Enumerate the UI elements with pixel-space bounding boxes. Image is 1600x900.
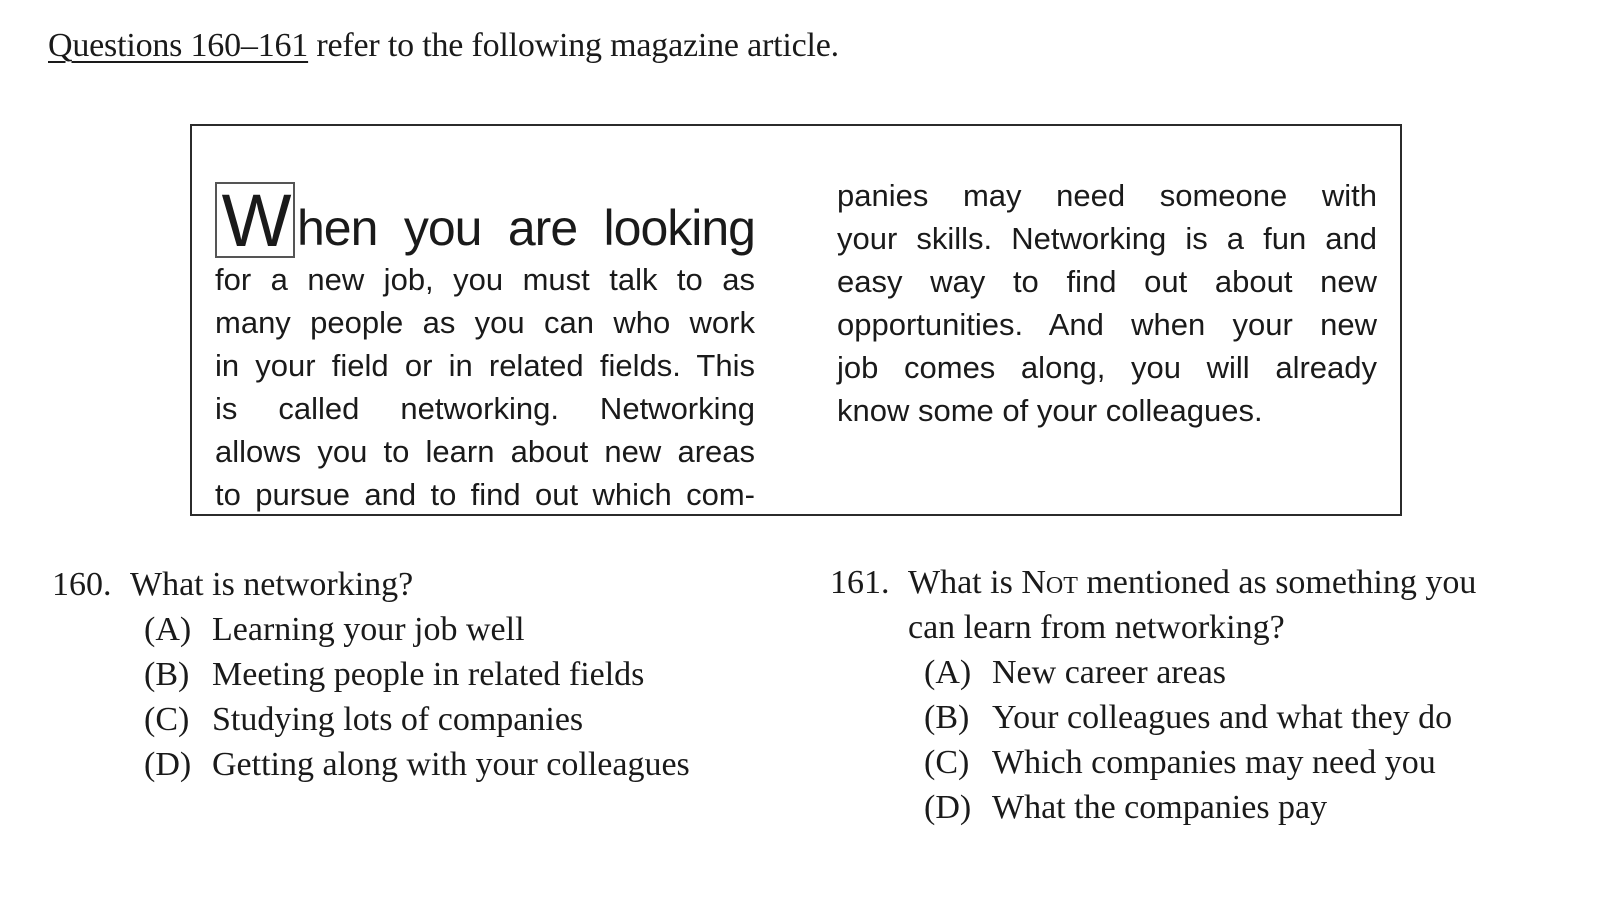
question-number: 161.	[830, 564, 890, 601]
first-line-text: hen you are looking	[297, 200, 755, 256]
option-letter: (C)	[144, 701, 190, 738]
question-text-line-2: can learn from networking?	[908, 609, 1285, 646]
article-line: in your field or in related fields. This	[215, 348, 755, 383]
drop-cap: W	[215, 182, 295, 258]
option-letter: (A)	[924, 654, 972, 691]
option-text: Learning your job well	[212, 611, 525, 648]
option-letter: (A)	[144, 611, 192, 648]
question-range: Questions 160–161	[48, 27, 309, 64]
magazine-article	[190, 124, 1402, 516]
answer-option-b[interactable]	[144, 652, 690, 697]
option-letter: (B)	[144, 656, 190, 693]
option-letter: (D)	[144, 746, 192, 783]
question-number: 160.	[52, 566, 112, 603]
page-header	[48, 24, 839, 68]
article-line: opportunities. And when your new	[837, 307, 1377, 342]
answer-option-a[interactable]	[924, 650, 1476, 695]
question-text-emphasis: Not	[1021, 564, 1078, 601]
option-text: Which companies may need you	[992, 744, 1436, 781]
question-161	[830, 560, 1476, 830]
question-text-before: What is	[908, 564, 1022, 601]
article-line: is called networking. Networking	[215, 391, 755, 426]
question-text: What is networking?	[130, 566, 414, 603]
answer-option-d[interactable]	[144, 742, 690, 787]
option-text: Studying lots of companies	[212, 701, 584, 738]
option-letter: (D)	[924, 789, 972, 826]
answer-option-a[interactable]	[144, 607, 690, 652]
answer-options	[924, 650, 1476, 830]
option-text: Getting along with your colleagues	[212, 746, 690, 783]
article-column-right	[837, 174, 1377, 432]
answer-options	[144, 607, 690, 787]
article-column-left	[215, 166, 755, 516]
option-text: Your colleagues and what they do	[992, 699, 1453, 736]
question-160	[52, 562, 690, 787]
question-text-after: mentioned as something you	[1077, 564, 1477, 601]
article-line: easy way to find out about new	[837, 264, 1377, 299]
answer-option-d[interactable]	[924, 785, 1476, 830]
article-line: for a new job, you must talk to as	[215, 262, 755, 297]
option-letter: (B)	[924, 699, 970, 736]
article-line: know some of your colleagues.	[837, 393, 1263, 428]
answer-option-b[interactable]	[924, 695, 1476, 740]
article-line: many people as you can who work	[215, 305, 755, 340]
answer-option-c[interactable]	[144, 697, 690, 742]
option-letter: (C)	[924, 744, 970, 781]
article-line: panies may need someone with	[837, 178, 1377, 213]
option-text: What the companies pay	[992, 789, 1328, 826]
question-text-line-1	[908, 560, 1476, 605]
article-line: allows you to learn about new areas	[215, 434, 755, 469]
article-line: job comes along, you will already	[837, 350, 1377, 385]
header-instruction: refer to the following magazine article.	[308, 27, 839, 64]
answer-option-c[interactable]	[924, 740, 1476, 785]
article-line: your skills. Networking is a fun and	[837, 221, 1377, 256]
article-line: to pursue and to find out which com-	[215, 477, 755, 512]
option-text: Meeting people in related fields	[212, 656, 645, 693]
article-first-line	[215, 166, 755, 262]
option-text: New career areas	[992, 654, 1227, 691]
